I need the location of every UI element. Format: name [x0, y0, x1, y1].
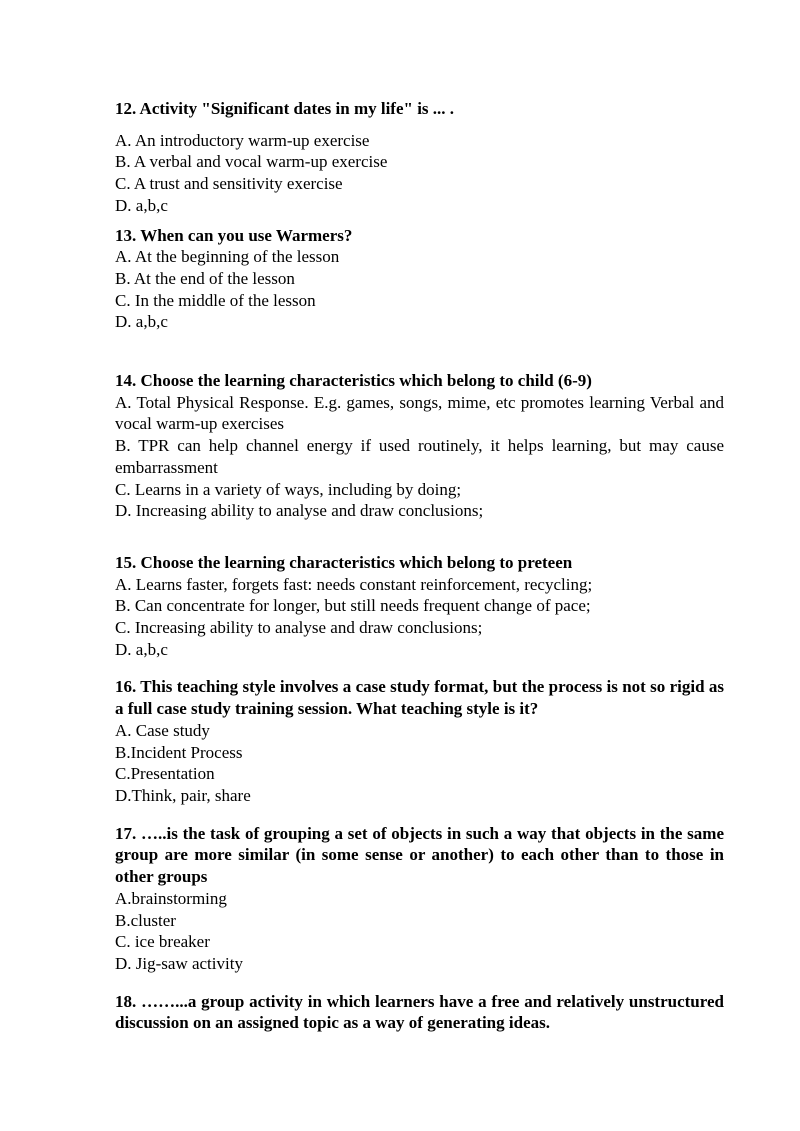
option-c: C. Learns in a variety of ways, including by doing;	[115, 479, 462, 499]
option-d: D. Jig-saw activity	[115, 953, 243, 973]
option-d: D. a,b,c	[115, 312, 168, 332]
option-a: A. An introductory warm-up exercise	[115, 130, 370, 150]
option-d: D.Think, pair, share	[115, 785, 251, 805]
question-text: 16. This teaching style involves a case study format, but the process is not so rigid as a full case study training session. What teaching style is it?	[115, 677, 724, 719]
option-b: B. TPR can help channel energy if used routinely, it helps learning, but may cause embarrassment	[115, 436, 724, 477]
question-15	[115, 552, 724, 661]
option-b: B.Incident Process	[115, 742, 243, 762]
question-12	[115, 98, 724, 217]
question-16	[115, 676, 724, 806]
document-page	[115, 98, 724, 1034]
option-b: B. A verbal and vocal warm-up exercise	[115, 152, 388, 172]
option-b: B.cluster	[115, 910, 176, 930]
option-a: A.brainstorming	[115, 888, 227, 908]
question-14	[115, 370, 724, 522]
question-text: 12. Activity "Significant dates in my life" is ... .	[115, 99, 455, 118]
option-c: C. In the middle of the lesson	[115, 290, 316, 310]
option-d: D. a,b,c	[115, 639, 168, 659]
question-text: 14. Choose the learning characteristics which belong to child (6-9)	[115, 371, 592, 391]
option-d: D. Increasing ability to analyse and draw conclusions;	[115, 501, 484, 521]
option-a: A. Case study	[115, 720, 210, 740]
question-18	[115, 991, 724, 1034]
option-c: C. ice breaker	[115, 932, 210, 952]
option-b: B. Can concentrate for longer, but still needs frequent change of pace;	[115, 596, 591, 616]
question-text: 13. When can you use Warmers?	[115, 225, 353, 245]
option-a: A. Learns faster, forgets fast: needs constant reinforcement, recycling;	[115, 574, 593, 594]
question-text: 17. …..is the task of grouping a set of objects in such a way that objects in the same group are more similar (in some sense or another) to each other than to those in other groups	[115, 823, 724, 887]
question-13	[115, 225, 724, 334]
option-d: D. a,b,c	[115, 195, 168, 215]
option-c: C.Presentation	[115, 764, 215, 784]
option-a: A. Total Physical Response. E.g. games, songs, mime, etc promotes learning Verbal and vocal warm-up exercises	[115, 392, 724, 434]
option-a: A. At the beginning of the lesson	[115, 247, 340, 267]
option-b: B. At the end of the lesson	[115, 268, 295, 288]
option-c: C. A trust and sensitivity exercise	[115, 174, 343, 194]
question-text: 18. ……...a group activity in which learners have a free and relatively unstructured discussion on an assigned topic as a way of generating ideas.	[115, 991, 724, 1033]
question-text: 15. Choose the learning characteristics which belong to preteen	[115, 552, 573, 572]
question-17	[115, 823, 724, 975]
option-c: C. Increasing ability to analyse and draw conclusions;	[115, 618, 483, 638]
